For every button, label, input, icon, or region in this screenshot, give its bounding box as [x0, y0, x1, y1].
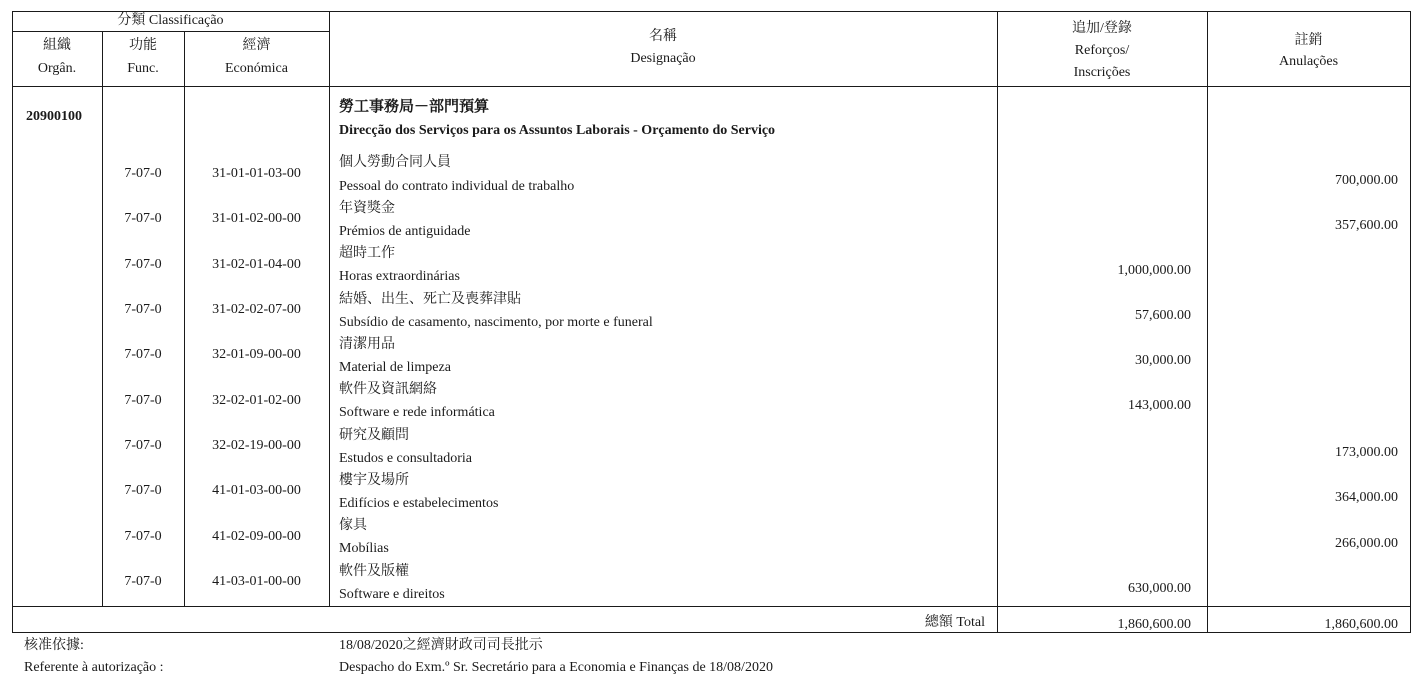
row-annul: 266,000.00 — [1335, 536, 1398, 551]
row-name-zh: 結婚、出生、死亡及喪葬津貼 — [339, 292, 521, 307]
row-reinforce: 630,000.00 — [1128, 581, 1191, 596]
row-annul: 357,600.00 — [1335, 218, 1398, 233]
authorization-label-pt: Referente à autorização : — [24, 660, 164, 675]
row-reinforce: 30,000.00 — [1135, 353, 1191, 368]
row-annul: 173,000.00 — [1335, 445, 1398, 460]
department-name-zh: 勞工事務局－部門預算 — [339, 99, 490, 115]
total-reinforce: 1,860,600.00 — [1117, 617, 1191, 632]
frame-right-line — [1410, 11, 1411, 632]
row-name-zh: 超時工作 — [339, 246, 395, 261]
row-name-zh: 研究及顧問 — [339, 428, 409, 443]
row-name-zh: 個人勞動合同人員 — [339, 155, 451, 170]
row-econ: 41-01-03-00-00 — [212, 483, 301, 498]
col-func-econ-line — [184, 31, 185, 606]
header-bottom-line — [12, 86, 1411, 87]
row-name-pt: Subsídio de casamento, nascimento, por morte e funeral — [339, 315, 653, 330]
department-code: 20900100 — [26, 109, 82, 124]
row-func: 7-07-0 — [124, 166, 162, 181]
body-bottom-line — [12, 606, 1411, 607]
row-econ: 31-01-01-03-00 — [212, 166, 301, 181]
row-econ: 31-01-02-00-00 — [212, 211, 301, 226]
row-name-pt: Mobílias — [339, 541, 389, 556]
row-name-pt: Estudos e consultadoria — [339, 451, 472, 466]
department-name-pt: Direcção dos Serviços para os Assuntos Laborais - Orçamento do Serviço — [339, 123, 776, 138]
row-name-zh: 年資獎金 — [339, 201, 395, 216]
row-econ: 32-02-19-00-00 — [212, 438, 301, 453]
row-econ: 32-02-01-02-00 — [212, 393, 301, 408]
header-reinforce-zh: 追加/登錄 — [1072, 21, 1132, 36]
row-func: 7-07-0 — [124, 257, 162, 272]
header-econ-pt: Económica — [225, 61, 288, 76]
header-classification: 分類 Classificação — [117, 13, 224, 28]
row-name-zh: 樓宇及場所 — [339, 473, 409, 488]
row-annul: 700,000.00 — [1335, 173, 1398, 188]
row-econ: 41-03-01-00-00 — [212, 574, 301, 589]
row-name-zh: 清潔用品 — [339, 337, 395, 352]
row-name-pt: Pessoal do contrato individual de trabalho — [339, 179, 575, 194]
row-func: 7-07-0 — [124, 393, 162, 408]
row-name-zh: 軟件及資訊網絡 — [339, 382, 437, 397]
row-reinforce: 57,600.00 — [1135, 308, 1191, 323]
authorization-text-pt: Despacho do Exm.º Sr. Secretário para a Economia e Finanças de 18/08/2020 — [339, 660, 773, 675]
header-organ-pt: Orgân. — [37, 61, 77, 76]
row-func: 7-07-0 — [124, 347, 162, 362]
header-annul-pt: Anulações — [1278, 54, 1339, 69]
row-econ: 31-02-02-07-00 — [212, 302, 301, 317]
frame-top-line — [12, 11, 1411, 12]
col-organ-func-line — [102, 31, 103, 606]
row-name-zh: 軟件及版權 — [339, 564, 409, 579]
row-name-pt: Edifícios e estabelecimentos — [339, 496, 499, 511]
row-func: 7-07-0 — [124, 438, 162, 453]
row-name-pt: Software e direitos — [339, 587, 445, 602]
row-econ: 32-01-09-00-00 — [212, 347, 301, 362]
row-func: 7-07-0 — [124, 574, 162, 589]
total-annul: 1,860,600.00 — [1324, 617, 1398, 632]
row-econ: 41-02-09-00-00 — [212, 529, 301, 544]
row-econ: 31-02-01-04-00 — [212, 257, 301, 272]
row-func: 7-07-0 — [124, 529, 162, 544]
row-reinforce: 143,000.00 — [1128, 398, 1191, 413]
col-econ-name-line — [329, 11, 330, 606]
row-func: 7-07-0 — [124, 211, 162, 226]
header-designation-pt: Designação — [630, 51, 696, 66]
header-designation-zh: 名稱 — [649, 29, 677, 44]
header-annul-zh: 註銷 — [1294, 33, 1323, 48]
header-func-zh: 功能 — [129, 38, 157, 53]
header-econ-zh: 經濟 — [242, 38, 271, 53]
total-bottom-line — [12, 632, 1411, 633]
row-annul: 364,000.00 — [1335, 490, 1398, 505]
header-organ-zh: 組織 — [43, 38, 71, 53]
header-reinforce-pt1: Reforços/ — [1074, 43, 1130, 58]
row-name-pt: Prémios de antiguidade — [339, 224, 471, 239]
row-func: 7-07-0 — [124, 302, 162, 317]
header-func-pt: Func. — [127, 61, 159, 76]
row-name-pt: Horas extraordinárias — [339, 269, 460, 284]
row-name-zh: 傢具 — [339, 518, 367, 533]
classification-sub-line — [12, 31, 329, 32]
row-func: 7-07-0 — [124, 483, 162, 498]
authorization-text-zh: 18/08/2020之經濟財政司司長批示 — [339, 638, 543, 653]
frame-left-line — [12, 11, 13, 632]
header-reinforce-pt2: Inscrições — [1073, 65, 1131, 80]
row-name-pt: Material de limpeza — [339, 360, 451, 375]
total-label: 總額 Total — [924, 615, 985, 630]
row-name-pt: Software e rede informática — [339, 405, 495, 420]
row-reinforce: 1,000,000.00 — [1117, 263, 1191, 278]
authorization-label-zh: 核准依據: — [24, 638, 84, 653]
